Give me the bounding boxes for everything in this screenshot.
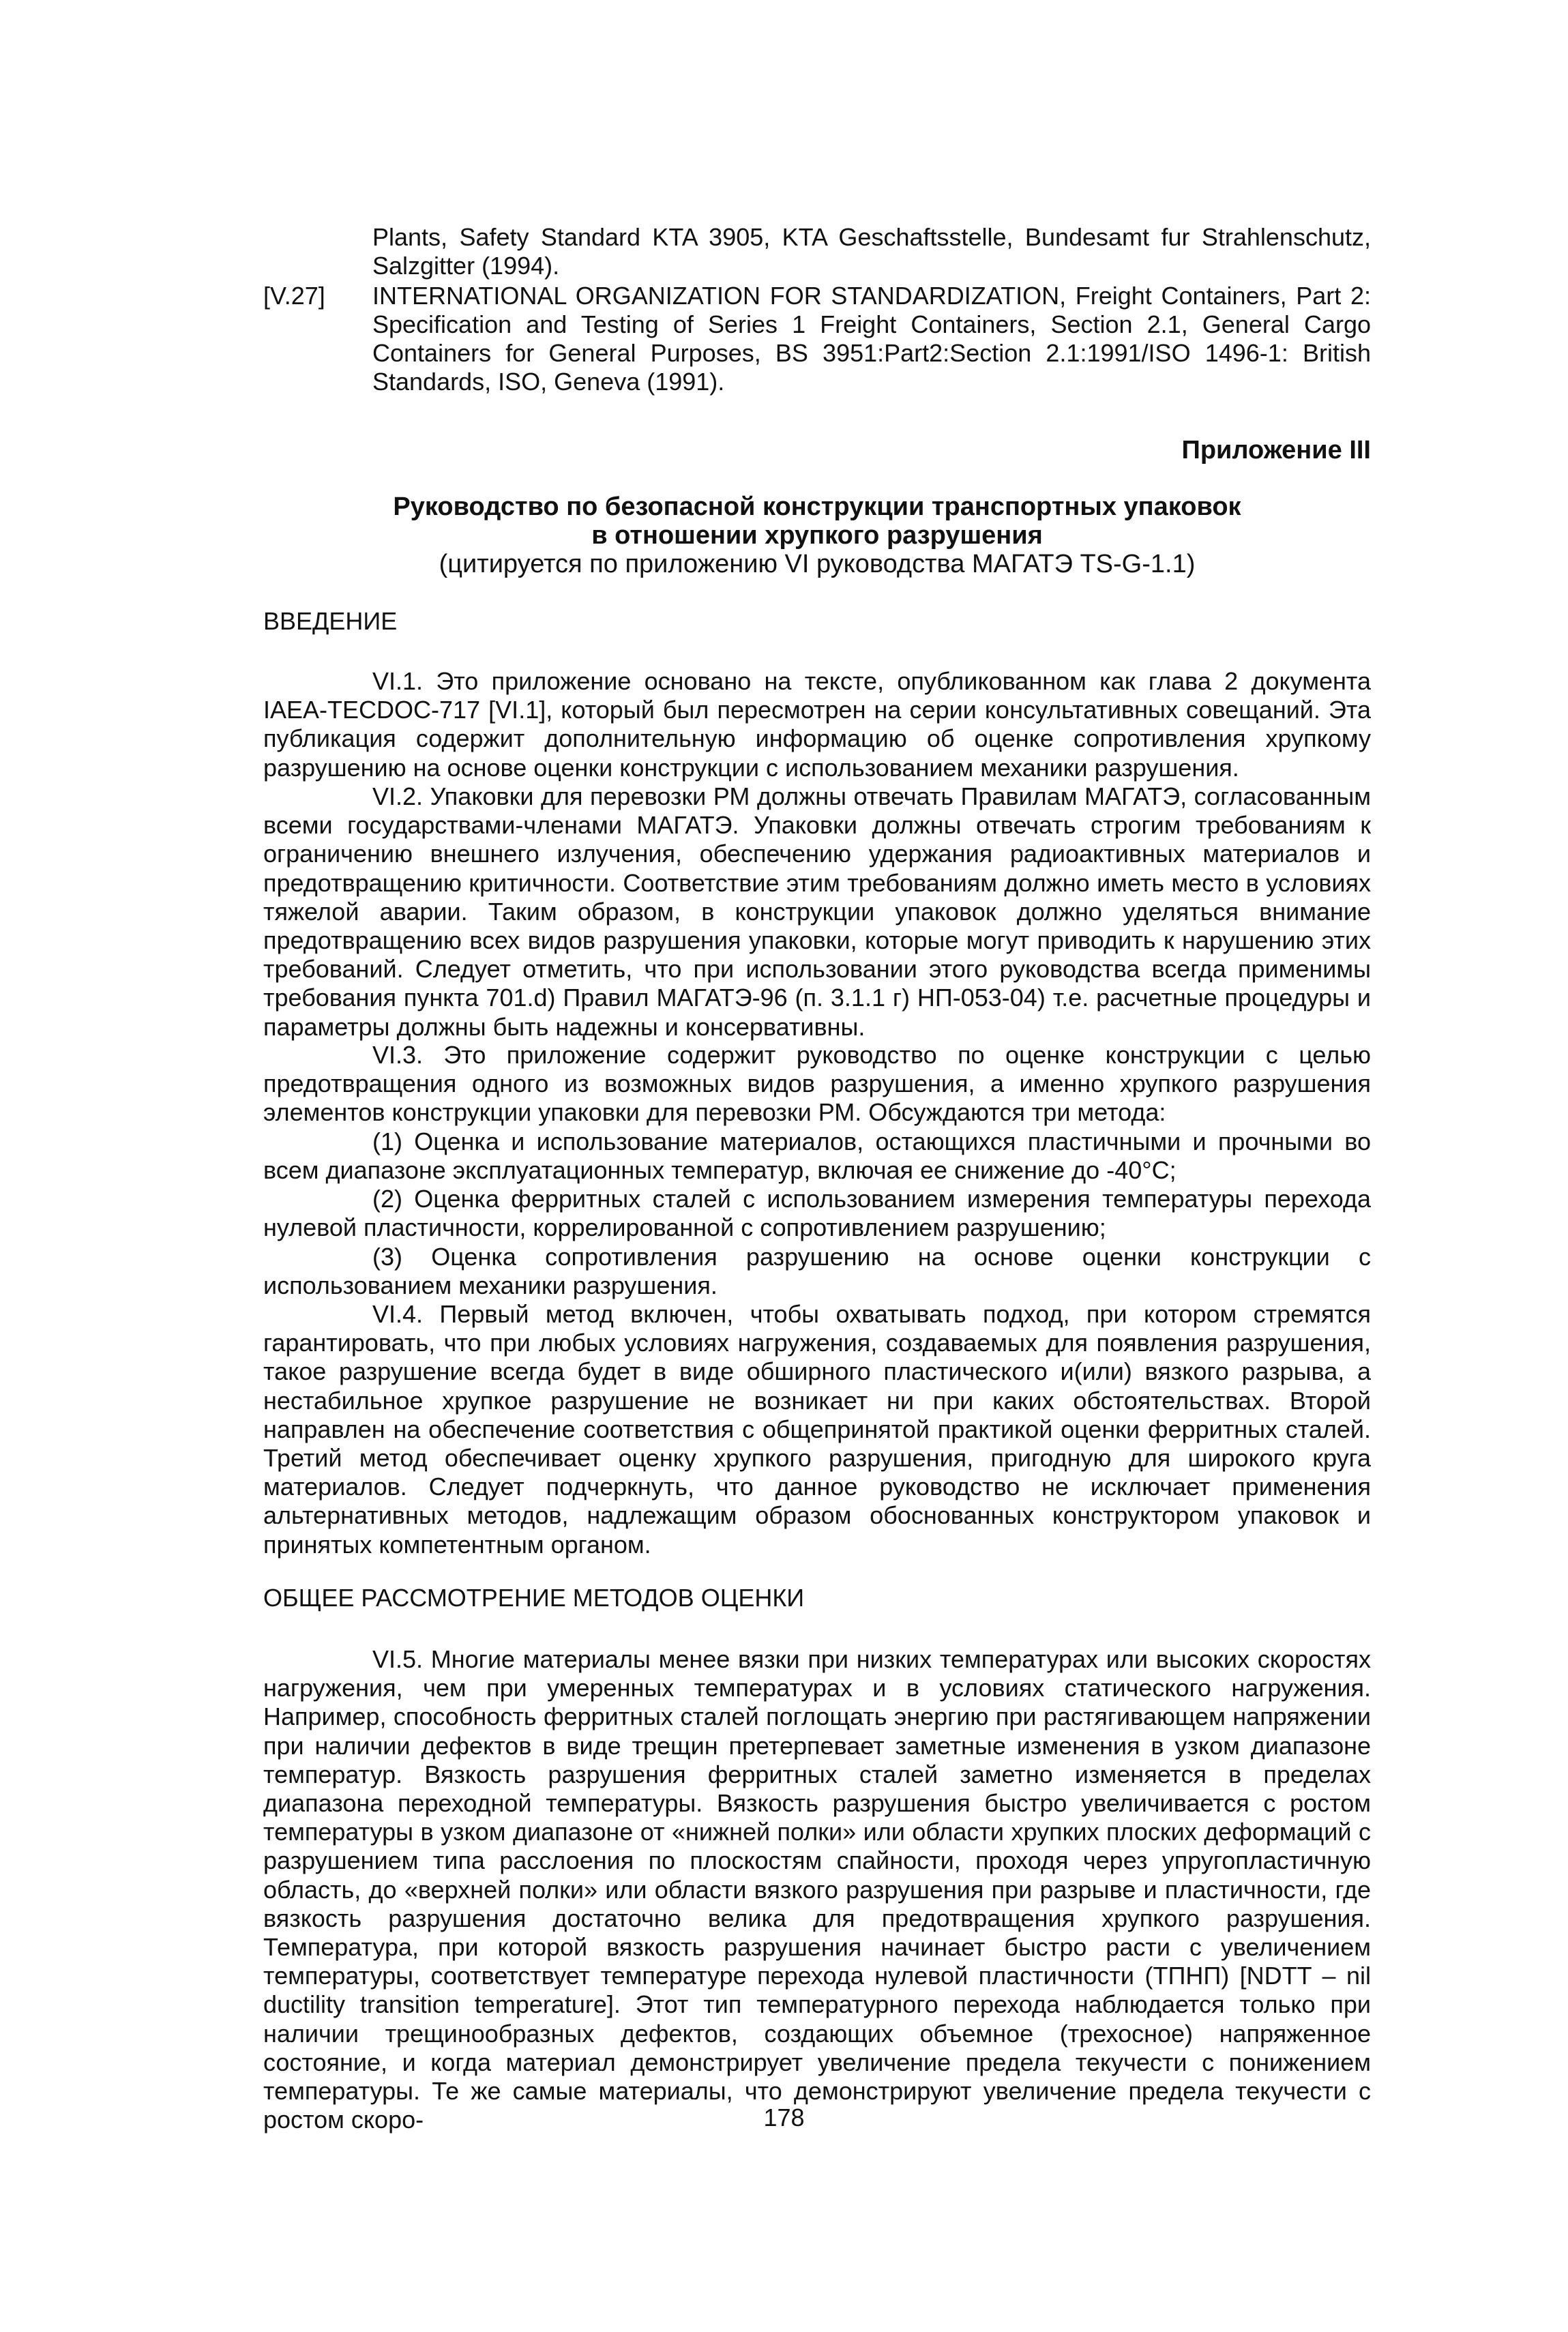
page-number: 178 bbox=[763, 2104, 805, 2131]
reference-label: [V.27] bbox=[263, 282, 325, 310]
reference-text: INTERNATIONAL ORGANIZATION FOR STANDARDIZATION, Freight Containers, Part 2: Specification and Testing of Series 1 Freight Containers, Section 2.1, General Cargo Containers for General Purposes, BS 3951:Part2:Section 2.1:1991/ISO 1496-1: British Standards, ISO, Geneva (1991). bbox=[372, 282, 1371, 396]
title-line-1: Руководство по безопасной конструкции транспортных упаковок bbox=[393, 492, 1241, 521]
title-line-3: (цитируется по приложению VI руководства МАГАТЭ TS-G-1.1) bbox=[439, 550, 1196, 578]
document-title bbox=[263, 492, 1371, 578]
paragraph-vi-2: VI.2. Упаковки для перевозки РМ должны отвечать Правилам МАГАТЭ, согласованным всеми государствами-членами МАГАТЭ. Упаковки должны отвечать строгим требованиям к ограничению внешнего излучения, обеспечению удержания радиоактивных материалов и предотвращению критичности. Соответствие этим требованиям должно иметь место в условиях тяжелой аварии. Таким образом, в конструкции упаковок должно уделяться внимание предотвращению всех видов разрушения упаковки, которые могут приводить к нарушению этих требований. Следует отметить, что при использовании этого руководства всегда применимы требования пункта 701.d) Правил МАГАТЭ-96 (п. 3.1.1 г) НП-053-04) т.е. расчетные процедуры и параметры должны быть надежны и консервативны. bbox=[263, 782, 1371, 1041]
paragraph-vi-3: VI.3. Это приложение содержит руководство по оценке конструкции с целью предотвращения одного из возможных видов разрушения, а именно хрупкого разрушения элементов конструкции упаковки для перевозки РМ. Обсуждаются три метода: bbox=[263, 1041, 1371, 1127]
section-heading-methods: ОБЩЕЕ РАССМОТРЕНИЕ МЕТОДОВ ОЦЕНКИ bbox=[263, 1584, 805, 1612]
section-heading-intro: ВВЕДЕНИЕ bbox=[263, 607, 398, 635]
reference-continued-text: Plants, Safety Standard KTA 3905, KTA Geschaftsstelle, Bundesamt fur Strahlenschutz, Salzgitter (1994). bbox=[372, 223, 1371, 280]
method-item-2: (2) Оценка ферритных сталей с использованием измерения температуры перехода нулевой пластичности, коррелированной с сопротивлением разрушению; bbox=[263, 1185, 1371, 1242]
method-item-3: (3) Оценка сопротивления разрушению на основе оценки конструкции с использованием механики разрушения. bbox=[263, 1243, 1371, 1300]
paragraph-vi-5: VI.5. Многие материалы менее вязки при низких температурах или высоких скоростях нагружения, чем при умеренных температурах и в условиях статического нагружения. Например, способность ферритных сталей поглощать энергию при растягивающем напряжении при наличии дефектов в виде трещин претерпевает заметные изменения в узком диапазоне температур. Вязкость разрушения ферритных сталей заметно изменяется в пределах диапазона переходной температуры. Вязкость разрушения быстро увеличивается с ростом температуры в узком диапазоне от «нижней полки» или области хрупких плоских деформаций с разрушением типа расслоения по плоскостям спайности, проходя через упругопластичную область, до «верхней полки» или области вязкого разрушения при разрыве и пластичности, где вязкость разрушения достаточно велика для предотвращения хрупкого разрушения. Температура, при которой вязкость разрушения начинает быстро расти с увеличением температуры, соответствует температуре перехода нулевой пластичности (ТПНП) [NDTT – nil ductility transition temperature]. Этот тип температурного перехода наблюдается только при наличии трещинообразных дефектов, создающих объемное (трехосное) напряженное состояние, и когда материал демонстрирует увеличение предела текучести с понижением температуры. Те же самые материалы, что демонстрируют увеличение предела текучести с ростом скоро- bbox=[263, 1645, 1371, 2134]
title-line-2: в отношении хрупкого разрушения bbox=[591, 521, 1043, 550]
method-item-1: (1) Оценка и использование материалов, остающихся пластичными и прочными во всем диапазоне эксплуатационных температур, включая ее снижение до -40°С; bbox=[263, 1127, 1371, 1185]
paragraph-vi-1: VI.1. Это приложение основано на тексте, опубликованном как глава 2 документа IAEA-TECDOC-717 [VI.1], который был пересмотрен на серии консультативных совещаний. Эта публикация содержит дополнительную информацию об оценке сопротивления хрупкому разрушению на основе оценки конструкции с использованием механики разрушения. bbox=[263, 667, 1371, 782]
appendix-label: Приложение III bbox=[1181, 436, 1371, 464]
paragraph-vi-4: VI.4. Первый метод включен, чтобы охватывать подход, при котором стремятся гарантировать, что при любых условиях нагружения, создаваемых для появления разрушения, такое разрушение всегда будет в виде обширного пластического и(или) вязкого разрыва, а нестабильное хрупкое разрушение не возникает ни при каких обстоятельствах. Второй направлен на обеспечение соответствия с общепринятой практикой оценки ферритных сталей. Третий метод обеспечивает оценку хрупкого разрушения, пригодную для широкого круга материалов. Следует подчеркнуть, что данное руководство не исключает применения альтернативных методов, надлежащим образом обоснованных конструктором упаковок и принятых компетентным органом. bbox=[263, 1300, 1371, 1559]
